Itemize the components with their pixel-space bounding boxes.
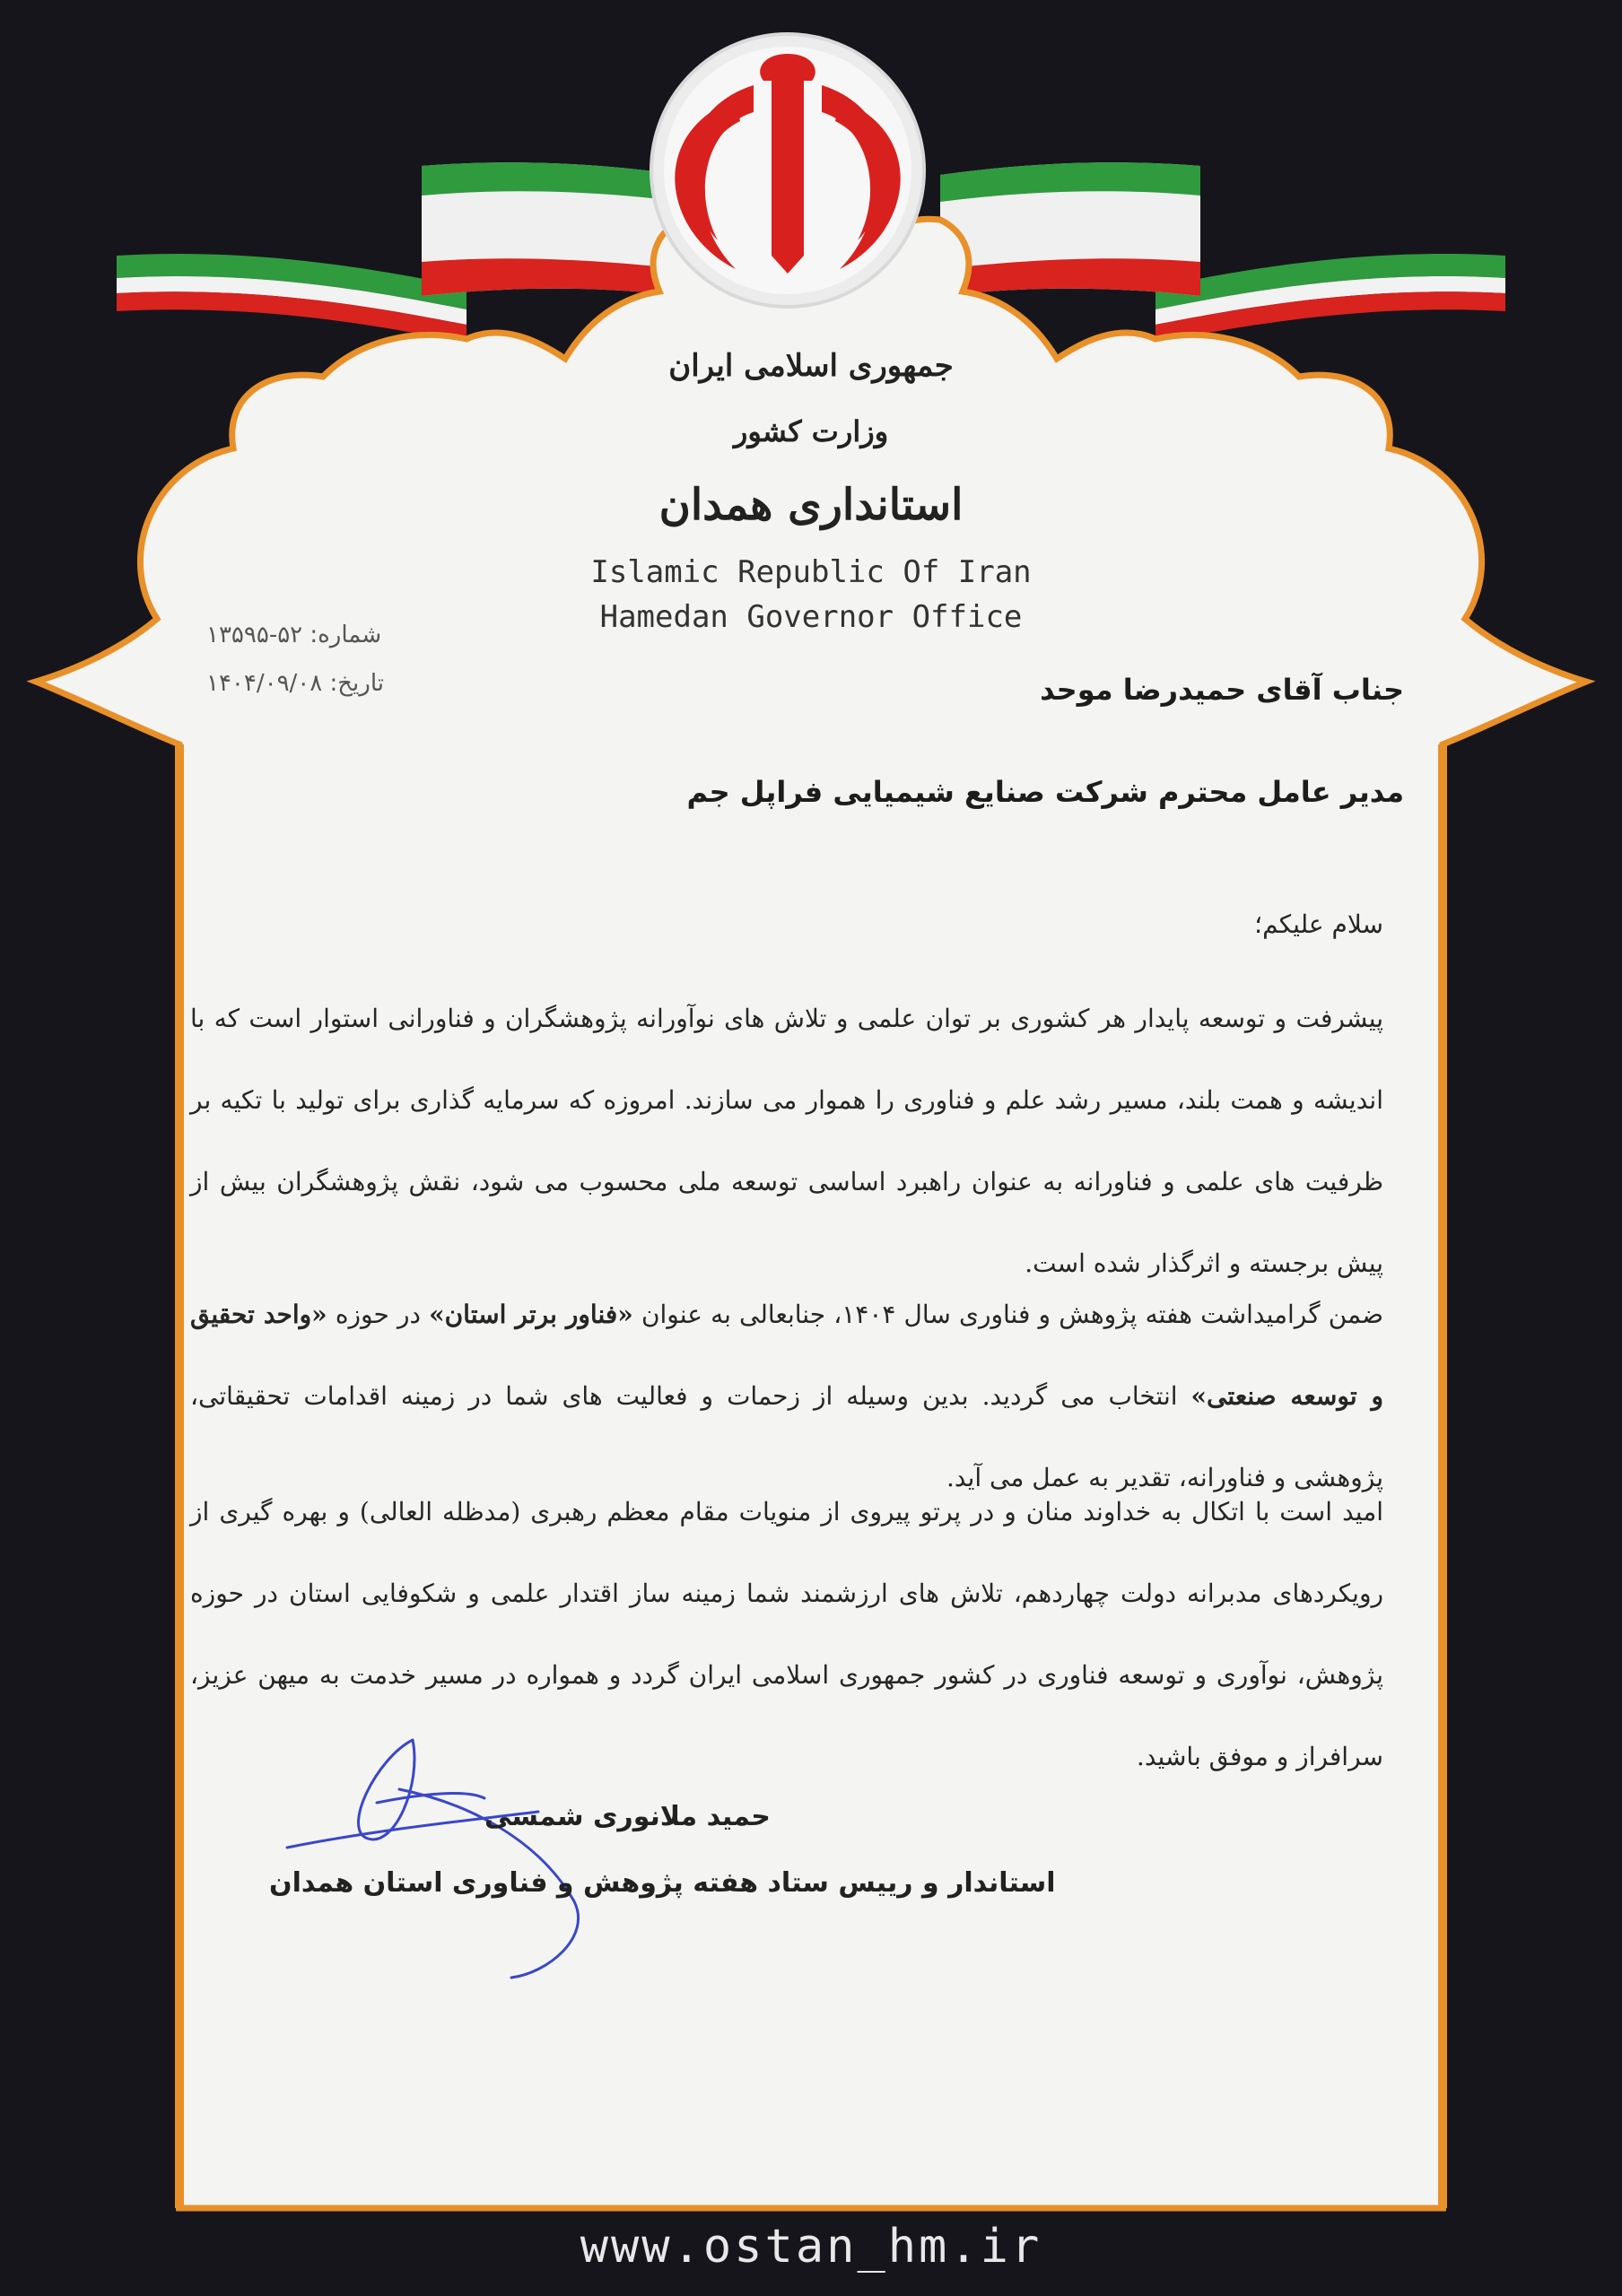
signatory-title: استاندار و رییس ستاد هفته پژوهش و فناوری استان همدان bbox=[269, 1867, 1056, 1899]
greeting: سلام علیکم؛ bbox=[1254, 909, 1383, 939]
header-line2-fa: وزارت کشور bbox=[733, 414, 889, 448]
iran-emblem-icon bbox=[651, 34, 924, 307]
date-value: ۱۴۰۴/۰۹/۰۸ bbox=[206, 670, 323, 697]
recipient-name: جناب آقای حمیدرضا موحد bbox=[1040, 673, 1404, 707]
letter-date bbox=[206, 670, 422, 697]
number-label: شماره: bbox=[310, 622, 382, 648]
footer-url: www.ostan_hm.ir bbox=[580, 2220, 1042, 2274]
paragraph-3-text: امید است با اتکال به خداوند منان و در پرتو پیروی از منویات مقام معظم رهبری (مدظله العالی) و بهره گیری از رویکردهای مدبرانه دولت چهاردهم، تلاش های ارزشمند شما زمینه ساز اقتدار علمی و شکوفایی استان در حوزه پژوهش، نوآوری و توسعه فناوری در کشور جمهوری اسلامی ایران گردد و همواره در مسیر خدمت به میهن عزیز، سرافراز و موفق باشید. bbox=[190, 1497, 1383, 1771]
flag-ribbon-right bbox=[940, 162, 1505, 343]
p2-part-a: ضمن گرامیداشت هفته پژوهش و فناوری سال ۱۴۰۴، جنابعالی به عنوان bbox=[632, 1300, 1384, 1329]
header-line2-en: Hamedan Governor Office bbox=[599, 599, 1023, 635]
signatory-name: حمید ملانوری شمسی bbox=[484, 1801, 771, 1832]
p2-highlight-2: «واحد تحقیق و توسعه صنعتی» bbox=[190, 1300, 1383, 1411]
number-value: ۵۲-۱۳۵۹۵ bbox=[206, 622, 303, 648]
recipient-position: مدیر عامل محترم شرکت صنایع شیمیایی فراپل جم bbox=[686, 775, 1404, 809]
header-line1-en: Islamic Republic Of Iran bbox=[590, 554, 1032, 590]
paragraph-1-text: پیشرفت و توسعه پایدار هر کشوری بر توان علمی و تلاش های نوآورانه پژوهشگران و فناورانی استوار است که با اندیشه و همت بلند، مسیر رشد علم و فناوری را هموار می سازند. امروزه که سرمایه گذاری برای تولید با تکیه بر ظرفیت های علمی و فناورانه به عنوان راهبرد اساسی توسعه ملی محسوب می شود، نقش پژوهشگران بیش از پیش برجسته و اثرگذار شده است. bbox=[190, 1004, 1383, 1278]
p2-part-e: انتخاب می گردید. بدین وسیله از زحمات و فعالیت های شما در زمینه اقدامات تحقیقاتی، پژوهشی و فناورانه، تقدیر به عمل می آید. bbox=[190, 1381, 1383, 1492]
header-line1-fa: جمهوری اسلامی ایران bbox=[668, 348, 954, 384]
p2-part-c: در حوزه bbox=[327, 1300, 430, 1329]
flag-ribbon-left bbox=[117, 162, 682, 343]
letter-number bbox=[206, 622, 422, 648]
paragraph-1 bbox=[190, 978, 1383, 1304]
date-label: تاریخ: bbox=[329, 670, 385, 697]
header-line3-fa: استانداری همدان bbox=[658, 480, 964, 530]
p2-highlight-1: «فناور برتر استان» bbox=[429, 1300, 633, 1329]
paragraph-3 bbox=[190, 1471, 1383, 1797]
